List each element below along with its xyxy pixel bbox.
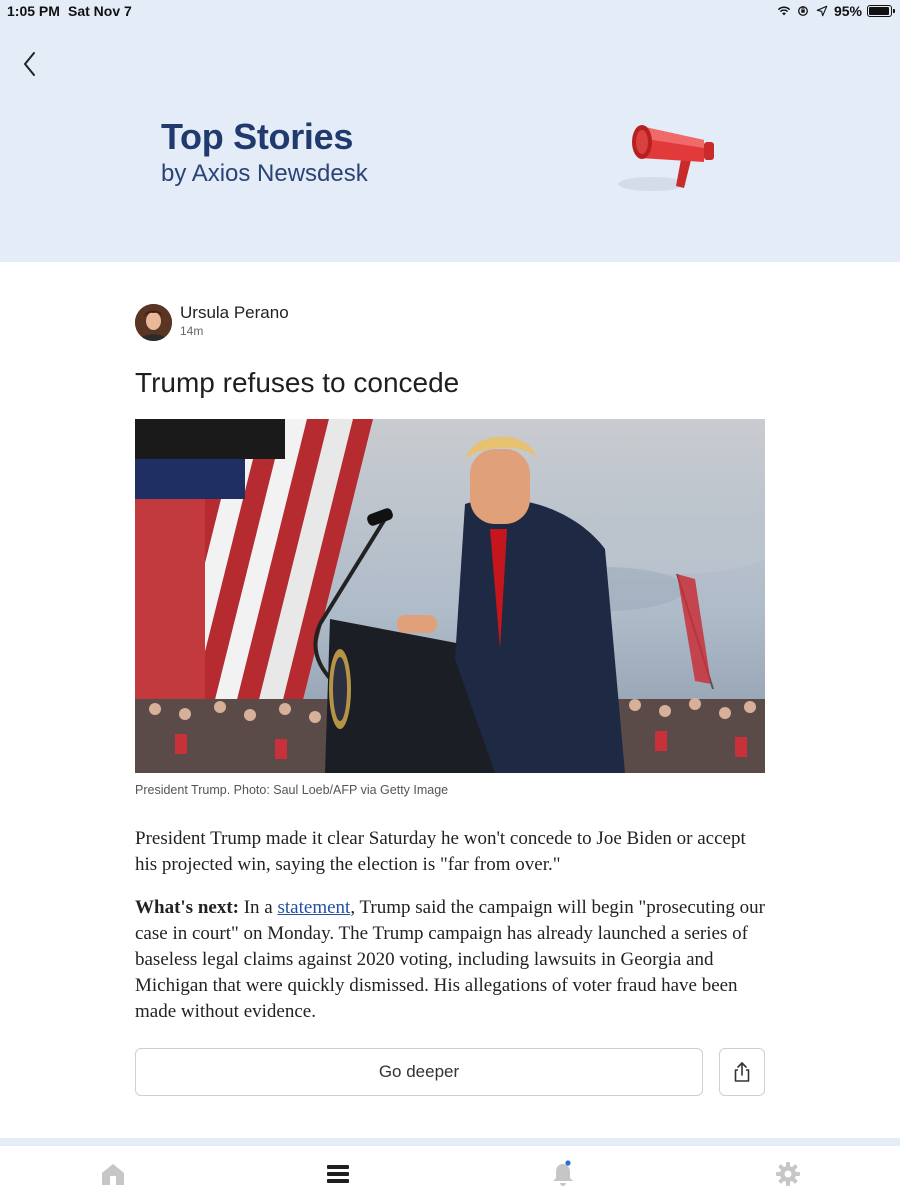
battery-fill <box>869 7 889 15</box>
header-band <box>0 0 900 262</box>
paragraph-lead: What's next: <box>135 897 239 918</box>
tab-bar <box>0 1146 900 1200</box>
paragraph-text: , Trump said the campaign will begin "prosecuting our case in court" on Monday. The Trump campaign has already launched a series of baseless legal claims against 2020 voting, including lawsuits in Georgia and Michigan that were quickly dismissed. His allegations of voter fraud have been made without evidence. <box>135 897 765 1022</box>
home-icon[interactable] <box>99 1160 127 1188</box>
status-date: Sat Nov 7 <box>68 3 132 19</box>
share-button[interactable] <box>719 1048 765 1096</box>
photo-caption: President Trump. Photo: Saul Loeb/AFP via Getty Image <box>135 783 449 797</box>
article-paragraph <box>135 895 765 1025</box>
megaphone-icon <box>612 112 722 196</box>
status-right <box>777 3 892 19</box>
wifi-icon <box>777 5 791 17</box>
share-icon <box>732 1061 752 1083</box>
statement-link[interactable]: statement <box>277 897 351 918</box>
article-paragraph: President Trump made it clear Saturday he won't concede to Joe Biden or accept his projected win, saying the election is "far from over." <box>135 828 746 875</box>
article-headline: Trump refuses to concede <box>135 367 460 398</box>
back-button[interactable] <box>16 48 44 80</box>
page-subtitle: by Axios Newsdesk <box>161 160 368 187</box>
page-title: Top Stories <box>161 116 354 157</box>
battery-icon <box>867 5 892 17</box>
gear-icon[interactable] <box>774 1160 802 1188</box>
location-icon <box>815 5 829 17</box>
article-photo <box>135 419 765 773</box>
bell-icon[interactable] <box>549 1160 577 1188</box>
status-time: 1:05 PM <box>7 3 60 19</box>
author-name[interactable]: Ursula Perano <box>180 303 289 322</box>
paragraph-text: In a <box>238 897 278 918</box>
avatar <box>135 304 172 341</box>
timestamp: 14m <box>180 324 204 338</box>
tab-divider <box>0 1138 900 1146</box>
feed-icon[interactable] <box>324 1160 352 1188</box>
orientation-lock-icon <box>796 5 810 17</box>
battery-percent: 95% <box>833 3 862 19</box>
status-bar <box>0 0 900 22</box>
notification-dot <box>565 1160 570 1165</box>
go-deeper-button[interactable]: Go deeper <box>135 1048 703 1096</box>
